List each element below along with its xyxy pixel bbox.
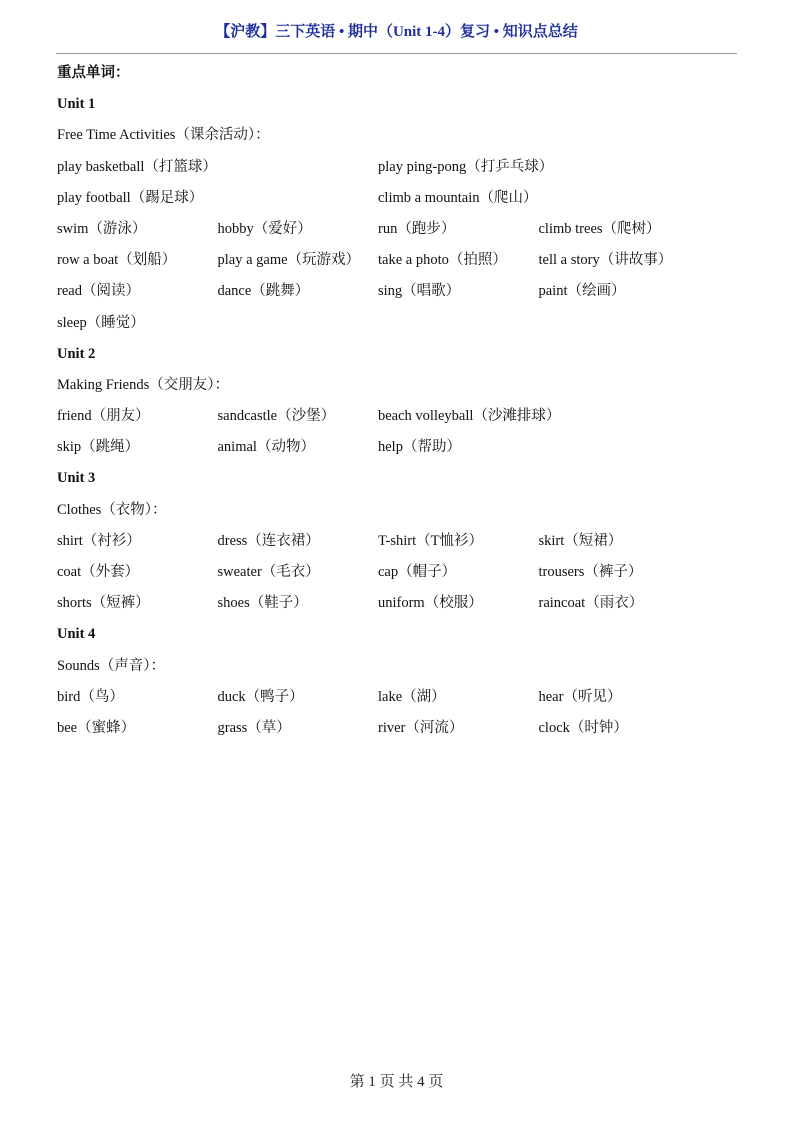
- vocab-item: climb a mountain（爬山）: [378, 189, 538, 206]
- vocab-item: T-shirt（T恤衫）: [378, 532, 483, 549]
- document-body: [57, 58, 737, 744]
- unit-topic: Sounds（声音）：: [57, 657, 165, 674]
- vocab-row: [57, 557, 737, 588]
- vocab-item: hear（听见）: [538, 688, 622, 705]
- vocab-item: animal（动物）: [217, 439, 315, 456]
- vocab-item: paint（绘画）: [538, 283, 626, 300]
- vocab-item: play ping-pong（打乒乓球）: [378, 158, 554, 175]
- vocab-item: tell a story（讲故事）: [538, 252, 673, 269]
- vocab-row: [57, 682, 737, 713]
- vocab-item: shorts（短裤）: [57, 595, 150, 612]
- vocab-row: [57, 401, 737, 432]
- vocab-item: sing（唱歌）: [378, 283, 461, 300]
- vocab-item: play football（踢足球）: [57, 189, 204, 206]
- vocab-item: uniform（校服）: [378, 595, 483, 612]
- vocab-item: skip（跳绳）: [57, 439, 140, 456]
- vocab-row: [57, 308, 737, 339]
- vocab-item: trousers（裤子）: [538, 564, 643, 580]
- vocab-item: sweater（毛衣）: [217, 564, 320, 580]
- unit-topic: Free Time Activities（课余活动）：: [57, 127, 270, 144]
- vocab-item: swim（游泳）: [57, 220, 147, 237]
- vocab-item: clock（时钟）: [538, 719, 628, 736]
- vocab-row: [57, 214, 737, 245]
- vocab-item: dress（连衣裙）: [217, 532, 320, 549]
- vocab-row: [57, 276, 737, 307]
- vocab-item: sandcastle（沙堡）: [217, 408, 336, 425]
- section-title: 重点单词：: [57, 65, 130, 81]
- vocab-item: help（帮助）: [378, 439, 461, 456]
- unit-title: Unit 4: [57, 626, 96, 643]
- vocab-item: play a game（玩游戏）: [217, 252, 361, 269]
- vocab-item: coat（外套）: [57, 564, 140, 580]
- vocab-item: sleep（睡觉）: [57, 314, 145, 331]
- vocab-item: bee（蜜蜂）: [57, 719, 136, 736]
- unit-topic: Clothes（衣物）：: [57, 501, 167, 518]
- vocab-item: cap（帽子）: [378, 564, 457, 580]
- vocab-item: lake（湖）: [378, 688, 446, 705]
- vocab-item: duck（鸭子）: [217, 688, 304, 705]
- vocab-item: shoes（鞋子）: [217, 595, 308, 612]
- vocab-item: bird（鸟）: [57, 688, 124, 705]
- vocab-item: river（河流）: [378, 719, 464, 736]
- vocab-item: grass（草）: [217, 719, 291, 736]
- vocab-row: [57, 588, 737, 619]
- vocab-item: dance（跳舞）: [217, 283, 310, 300]
- vocab-row: [57, 432, 737, 463]
- page-number: 第 1 页 共 4 页: [349, 1074, 444, 1090]
- page-header-title: 【沪教】三下英语 • 期中（Unit 1-4）复习 • 知识点总结: [215, 24, 578, 40]
- header-divider: [56, 53, 737, 54]
- vocab-row: [57, 183, 737, 214]
- vocab-item: read（阅读）: [57, 283, 140, 300]
- vocab-item: play basketball（打篮球）: [57, 158, 217, 175]
- vocab-item: beach volleyball（沙滩排球）: [378, 408, 561, 425]
- vocab-item: friend（朋友）: [57, 408, 150, 425]
- vocab-item: hobby（爱好）: [217, 220, 312, 237]
- vocab-item: shirt（衬衫）: [57, 532, 141, 549]
- vocab-row: [57, 713, 737, 744]
- vocab-item: row a boat（划船）: [57, 252, 177, 269]
- unit-title: Unit 2: [57, 345, 96, 362]
- vocab-row: [57, 152, 737, 183]
- unit-topic: Making Friends（交朋友）：: [57, 376, 229, 393]
- vocab-item: climb trees（爬树）: [538, 220, 661, 237]
- unit-title: Unit 3: [57, 470, 96, 487]
- vocab-item: take a photo（拍照）: [378, 252, 507, 269]
- vocab-item: run（跑步）: [378, 220, 456, 237]
- vocab-row: [57, 245, 737, 276]
- vocab-row: [57, 526, 737, 557]
- vocab-item: skirt（短裙）: [538, 532, 623, 549]
- unit-title: Unit 1: [57, 96, 96, 113]
- vocab-item: raincoat（雨衣）: [538, 595, 644, 612]
